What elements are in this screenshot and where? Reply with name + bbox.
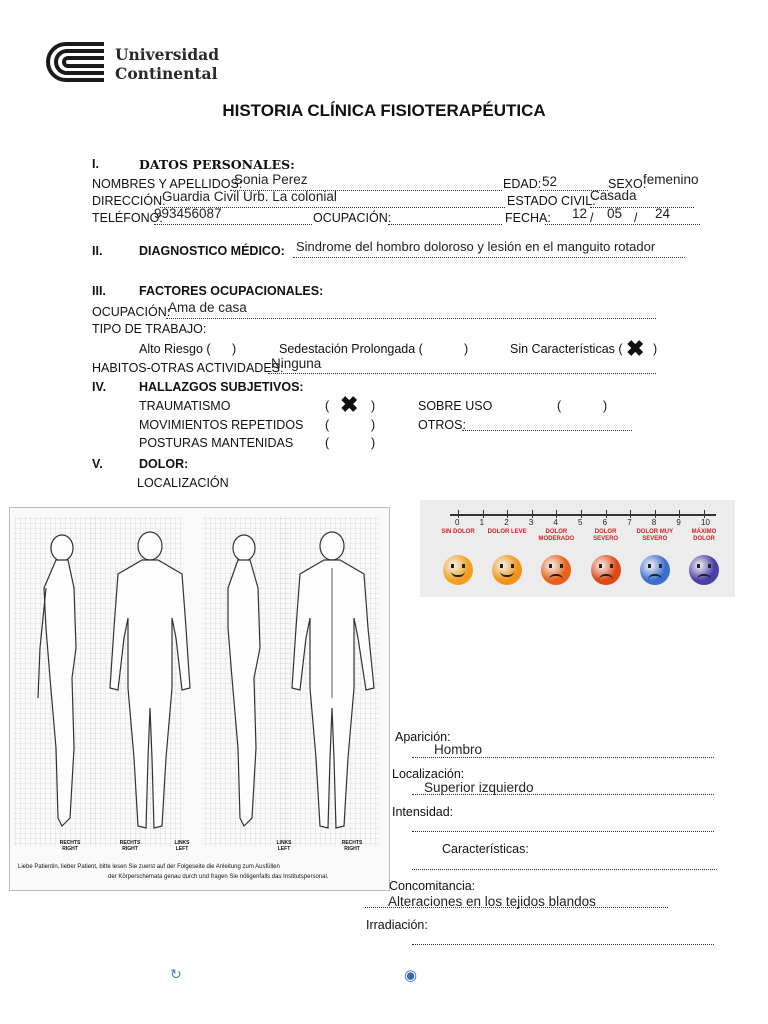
ocupacion-label-2: OCUPACIÓN: bbox=[92, 305, 171, 319]
pain-scale bbox=[420, 500, 735, 597]
estado-civil-line bbox=[590, 207, 694, 208]
otros-line[interactable] bbox=[462, 430, 632, 431]
sin-caracteristicas-mark: ✖ bbox=[626, 336, 645, 361]
pain-face-icon-5 bbox=[689, 555, 719, 585]
body-diagram-icon bbox=[10, 508, 389, 890]
chart-label-5: RECHTS RIGHT bbox=[341, 840, 363, 852]
pain-face-icon-4 bbox=[640, 555, 670, 585]
pain-face-label-5: MÁXIMO DOLOR bbox=[691, 529, 717, 542]
section5-heading: DOLOR: bbox=[139, 457, 189, 471]
traumatismo-mark[interactable]: ✖ bbox=[340, 392, 359, 417]
sobre-uso-open[interactable]: ( bbox=[557, 399, 562, 413]
pain-scale-number-2: 2 bbox=[504, 518, 509, 527]
aparicion-label: Aparición: bbox=[395, 730, 451, 744]
chart-label-2: RECHTS RIGHT bbox=[119, 840, 141, 852]
intensidad-line[interactable] bbox=[412, 831, 714, 832]
irradiacion-label: Irradiación: bbox=[366, 918, 428, 932]
pain-scale-number-6: 6 bbox=[602, 518, 608, 527]
pain-scale-tick bbox=[556, 510, 557, 518]
posturas-close: ) bbox=[371, 436, 376, 450]
posturas-label: POSTURAS MANTENIDAS bbox=[139, 436, 294, 450]
fecha-label: FECHA: bbox=[505, 211, 551, 225]
fecha-day[interactable]: 12 bbox=[572, 206, 588, 221]
pain-scale-tick bbox=[581, 510, 582, 518]
refresh-icon: ↻ bbox=[170, 966, 182, 982]
fecha-year[interactable]: 24 bbox=[655, 206, 671, 221]
caracteristicas-line[interactable] bbox=[412, 869, 717, 870]
pain-scale-tick bbox=[655, 510, 656, 518]
nombres-value[interactable]: Sonia Perez bbox=[234, 172, 308, 187]
university-name-line1: Universidad bbox=[115, 45, 220, 64]
fecha-month[interactable]: 05 bbox=[607, 206, 623, 221]
chart-label-3: LINKS LEFT bbox=[174, 840, 190, 852]
section1-number: I. bbox=[92, 157, 99, 171]
body-chart[interactable] bbox=[9, 507, 390, 891]
pain-face-icon-1 bbox=[492, 555, 522, 585]
irradiacion-line[interactable] bbox=[412, 944, 714, 945]
section2-number: II. bbox=[92, 244, 103, 258]
alto-riesgo-option[interactable]: Alto Riesgo ( bbox=[139, 342, 211, 356]
pain-scale-number-5: 5 bbox=[578, 518, 583, 527]
sin-caracteristicas-option[interactable]: Sin Características ( bbox=[510, 342, 623, 356]
sobre-uso-label: SOBRE USO bbox=[418, 399, 493, 413]
sobre-uso-close: ) bbox=[603, 399, 608, 413]
section3-number: III. bbox=[92, 284, 106, 298]
pain-scale-number-8: 8 bbox=[651, 518, 657, 527]
pain-scale-tick bbox=[679, 510, 680, 518]
section1-heading: DATOS PERSONALES: bbox=[139, 157, 295, 172]
direccion-label: DIRECCIÓN: bbox=[92, 194, 166, 208]
pain-scale-line bbox=[450, 514, 716, 516]
pain-scale-tick bbox=[532, 510, 533, 518]
sexo-value[interactable]: femenino bbox=[643, 172, 699, 187]
localizacion-label: Localización: bbox=[392, 767, 465, 781]
estado-civil-label: ESTADO CIVIL: bbox=[507, 194, 596, 208]
habitos-label: HABITOS-OTRAS ACTIVIDADES: bbox=[92, 361, 284, 375]
alto-riesgo-close: ) bbox=[232, 342, 237, 356]
diagnostico-line bbox=[293, 257, 685, 258]
diagnostico-value[interactable]: Sindrome del hombro doloroso y lesión en el manguito rotador bbox=[296, 239, 656, 254]
nombres-label: NOMBRES Y APELLIDOS: bbox=[92, 177, 243, 191]
pain-scale-number-4: 4 bbox=[553, 518, 558, 527]
estado-civil-value[interactable]: Casada bbox=[590, 188, 637, 203]
section5-number: V. bbox=[92, 457, 103, 471]
ocupacion-line-2 bbox=[166, 318, 656, 319]
localizacion-heading: LOCALIZACIÓN bbox=[137, 476, 229, 490]
pain-face-icon-3 bbox=[591, 555, 621, 585]
sedestacion-option[interactable]: Sedestación Prolongada ( bbox=[279, 342, 423, 356]
habitos-value[interactable]: Ninguna bbox=[271, 356, 322, 371]
pain-scale-number-0: 0 bbox=[455, 518, 460, 527]
otros-label: OTROS: bbox=[418, 418, 466, 432]
aparicion-value[interactable]: Hombro bbox=[434, 742, 483, 757]
pain-scale-number-3: 3 bbox=[528, 518, 534, 527]
telefono-value[interactable]: 993456087 bbox=[154, 206, 222, 221]
pain-scale-tick bbox=[458, 510, 459, 518]
edad-value[interactable]: 52 bbox=[542, 174, 558, 189]
traumatismo-close: ) bbox=[371, 399, 376, 413]
caracteristicas-label: Características: bbox=[442, 842, 529, 856]
movimientos-open[interactable]: ( bbox=[325, 418, 330, 432]
movimientos-close: ) bbox=[371, 418, 376, 432]
pain-scale-tick bbox=[507, 510, 508, 518]
pain-scale-number-1: 1 bbox=[479, 518, 485, 527]
fecha-separator-2: / bbox=[634, 211, 638, 225]
section4-number: IV. bbox=[92, 380, 107, 394]
pain-face-label-1: DOLOR LEVE bbox=[487, 529, 527, 535]
fecha-line bbox=[545, 224, 700, 225]
pain-face-icon-2 bbox=[541, 555, 571, 585]
pain-face-icon-0 bbox=[443, 555, 473, 585]
pain-scale-tick bbox=[606, 510, 607, 518]
university-logo-icon bbox=[46, 40, 108, 84]
section4-heading: HALLAZGOS SUBJETIVOS: bbox=[139, 380, 304, 394]
movimientos-label: MOVIMIENTOS REPETIDOS bbox=[139, 418, 304, 432]
pain-face-label-4: DOLOR MUY SEVERO bbox=[636, 529, 674, 542]
intensidad-label: Intensidad: bbox=[392, 805, 454, 819]
pain-face-label-3: DOLOR SEVERO bbox=[593, 529, 619, 542]
pain-scale-tick bbox=[630, 510, 631, 518]
pain-scale-number-7: 7 bbox=[627, 518, 632, 527]
chart-footer-line1: Liebe Patientin, lieber Patient, bitte lesen Sie zuerst auf der Folgeseite die Anleitung zum Ausfüllen bbox=[18, 864, 280, 870]
chart-footer-line2: der Körperschemata genau durch und fragen Sie nötigenfalls das Institutspersonal. bbox=[108, 874, 329, 880]
ocupacion-label-1: OCUPACIÓN: bbox=[313, 211, 392, 225]
pain-scale-number-10: 10 bbox=[701, 518, 710, 527]
localizacion-value[interactable]: Superior izquierdo bbox=[424, 780, 534, 795]
pain-face-label-0: SIN DOLOR bbox=[441, 529, 475, 535]
pain-face-label-2: DOLOR MODERADO bbox=[538, 529, 575, 542]
chart-label-4: LINKS LEFT bbox=[276, 840, 292, 852]
pain-scale-number-9: 9 bbox=[676, 518, 681, 527]
pain-scale-tick bbox=[704, 510, 705, 518]
direccion-value[interactable]: Guardia Civil Urb. La colonial bbox=[162, 189, 337, 204]
traumatismo-label: TRAUMATISMO bbox=[139, 399, 231, 413]
sin-caracteristicas-close: ) bbox=[653, 342, 658, 356]
telefono-line bbox=[154, 224, 312, 225]
globe-icon: ◉ bbox=[404, 967, 418, 984]
university-name-line2: Continental bbox=[115, 64, 218, 83]
edad-label: EDAD: bbox=[503, 177, 542, 191]
pain-scale-tick bbox=[483, 510, 484, 518]
sedestacion-close: ) bbox=[464, 342, 469, 356]
habitos-line bbox=[268, 373, 656, 374]
ocupacion-line-1 bbox=[388, 224, 502, 225]
traumatismo-open: ( bbox=[325, 399, 330, 413]
concomitancia-label: Concomitancia: bbox=[389, 879, 476, 893]
posturas-open[interactable]: ( bbox=[325, 436, 330, 450]
section2-heading: DIAGNOSTICO MÉDICO: bbox=[139, 244, 285, 258]
document-title: HISTORIA CLÍNICA FISIOTERAPÉUTICA bbox=[222, 101, 546, 120]
section3-heading: FACTORES OCUPACIONALES: bbox=[139, 284, 324, 298]
chart-label-1: RECHTS RIGHT bbox=[59, 840, 81, 852]
tipo-trabajo-label: TIPO DE TRABAJO: bbox=[92, 322, 207, 336]
ocupacion-value[interactable]: Ama de casa bbox=[168, 300, 247, 315]
sexo-label: SEXO: bbox=[608, 177, 647, 191]
fecha-separator-1: / bbox=[590, 211, 594, 225]
telefono-label: TELÉFONO: bbox=[92, 211, 163, 225]
concomitancia-value[interactable]: Alteraciones en los tejidos blandos bbox=[388, 894, 596, 909]
aparicion-line bbox=[412, 757, 714, 758]
